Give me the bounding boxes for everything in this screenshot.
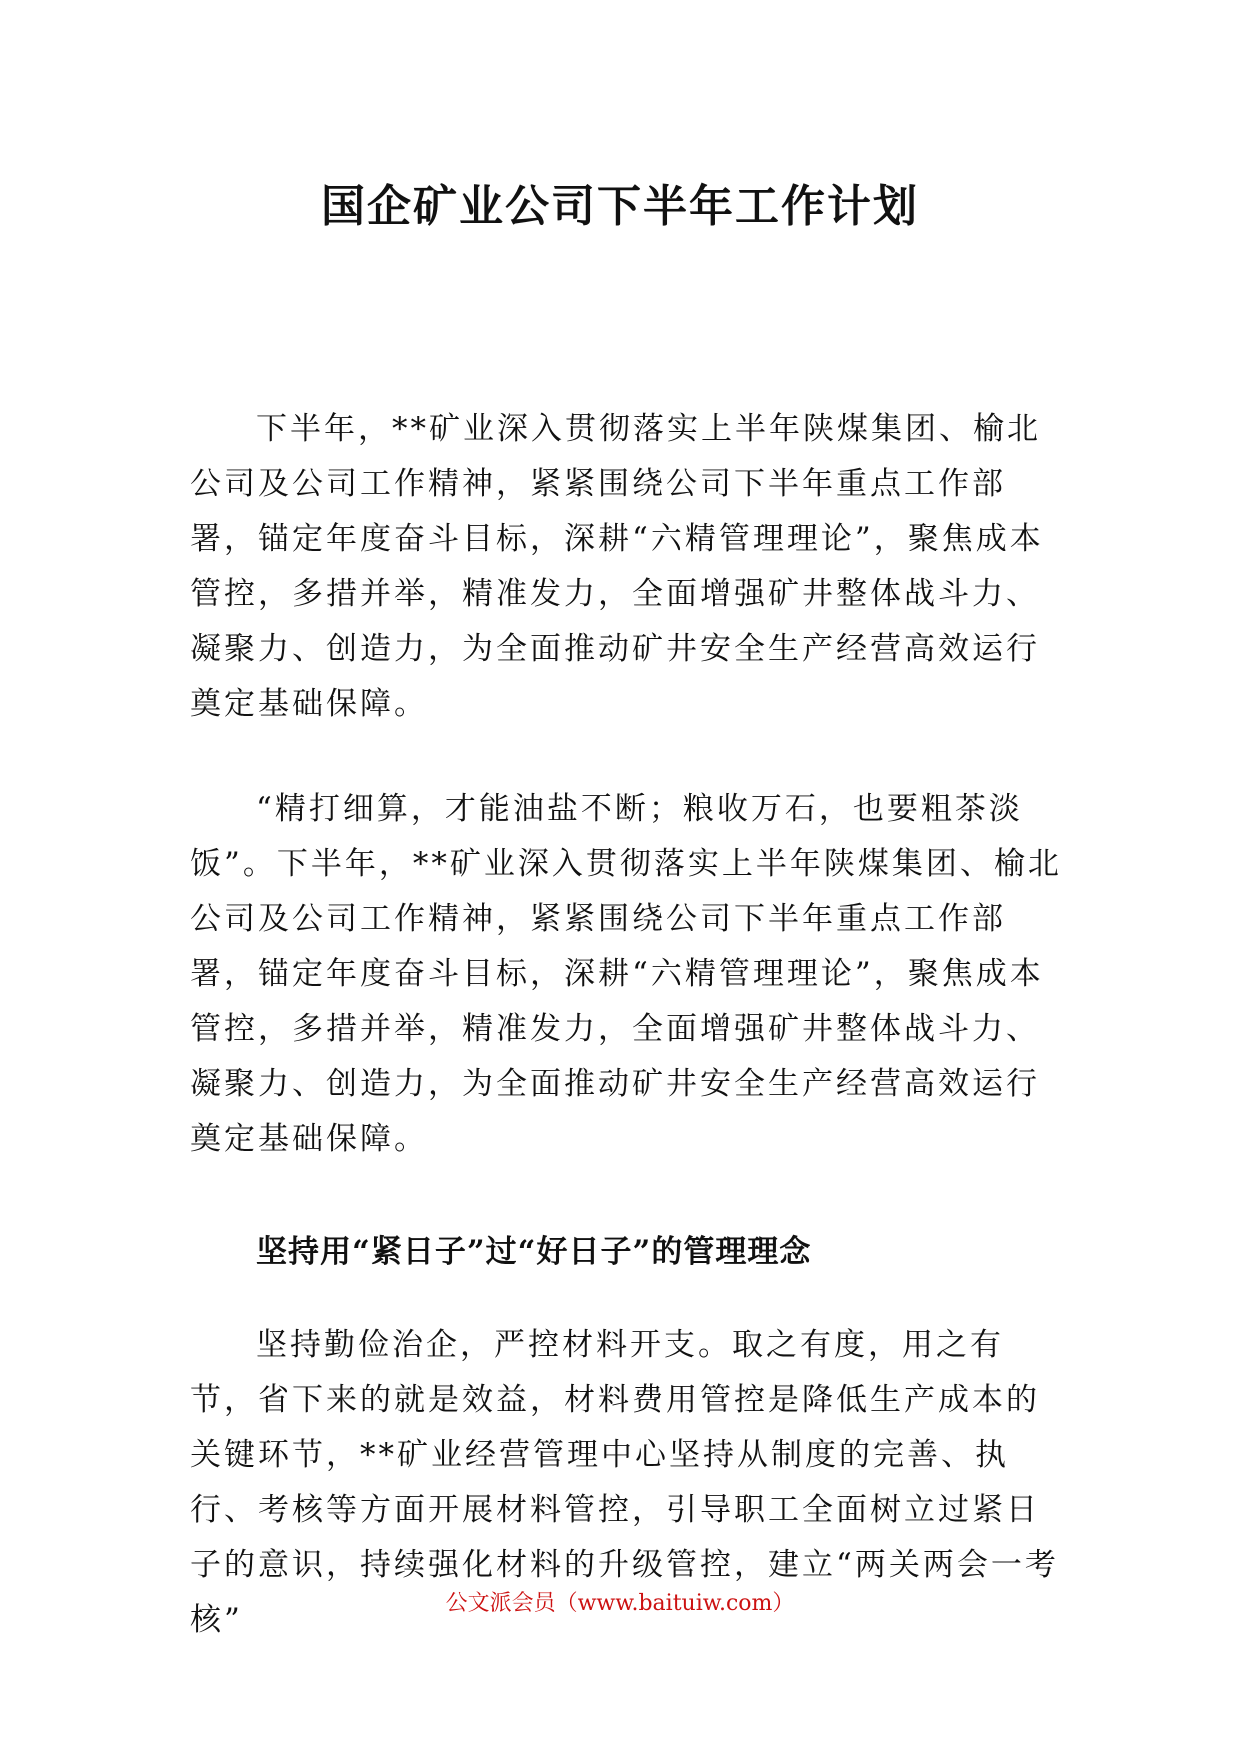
paragraph-text: 下半年，**矿业深入贯彻落实上半年陕煤集团、榆北公司及公司工作精神，紧紧围绕公司下半年重点工作部署，锚定年度奋斗目标，深耕“六精管理理论”，聚焦成本管控，多措并举，精准发力，全面增强矿井整体战斗力、凝聚力、创造力，为全面推动矿井安全生产经营高效运行奠定基础保障。: [190, 411, 1044, 722]
paragraph-text: “精打细算，才能油盐不断；粮收万石，也要粗茶淡饭”。下半年，**矿业深入贯彻落实上半年陕煤集团、榆北公司及公司工作精神，紧紧围绕公司下半年重点工作部署，锚定年度奋斗目标，深耕“六精管理理论”，聚焦成本管控，多措并举，精准发力，全面增强矿井整体战斗力、凝聚力、创造力，为全面推动矿井安全生产经营高效运行奠定基础保障。: [190, 791, 1062, 1157]
paragraph-quote: [190, 782, 1070, 1167]
section-heading: 坚持用“紧日子”过“好日子”的管理理念: [256, 1234, 812, 1270]
page-title: 国企矿业公司下半年工作计划: [321, 181, 919, 232]
paragraph-intro: [190, 402, 1070, 732]
footer-watermark-link[interactable]: 公文派会员（www.baituiw.com）: [445, 1591, 795, 1616]
paragraph-text: 坚持勤俭治企，严控材料开支。取之有度，用之有节，省下来的就是效益，材料费用管控是降低生产成本的关键环节，**矿业经营管理中心坚持从制度的完善、执行、考核等方面开展材料管控，引导职工全面树立过紧日子的意识，持续强化材料的升级管控，建立“两关两会一考核”: [190, 1327, 1059, 1638]
